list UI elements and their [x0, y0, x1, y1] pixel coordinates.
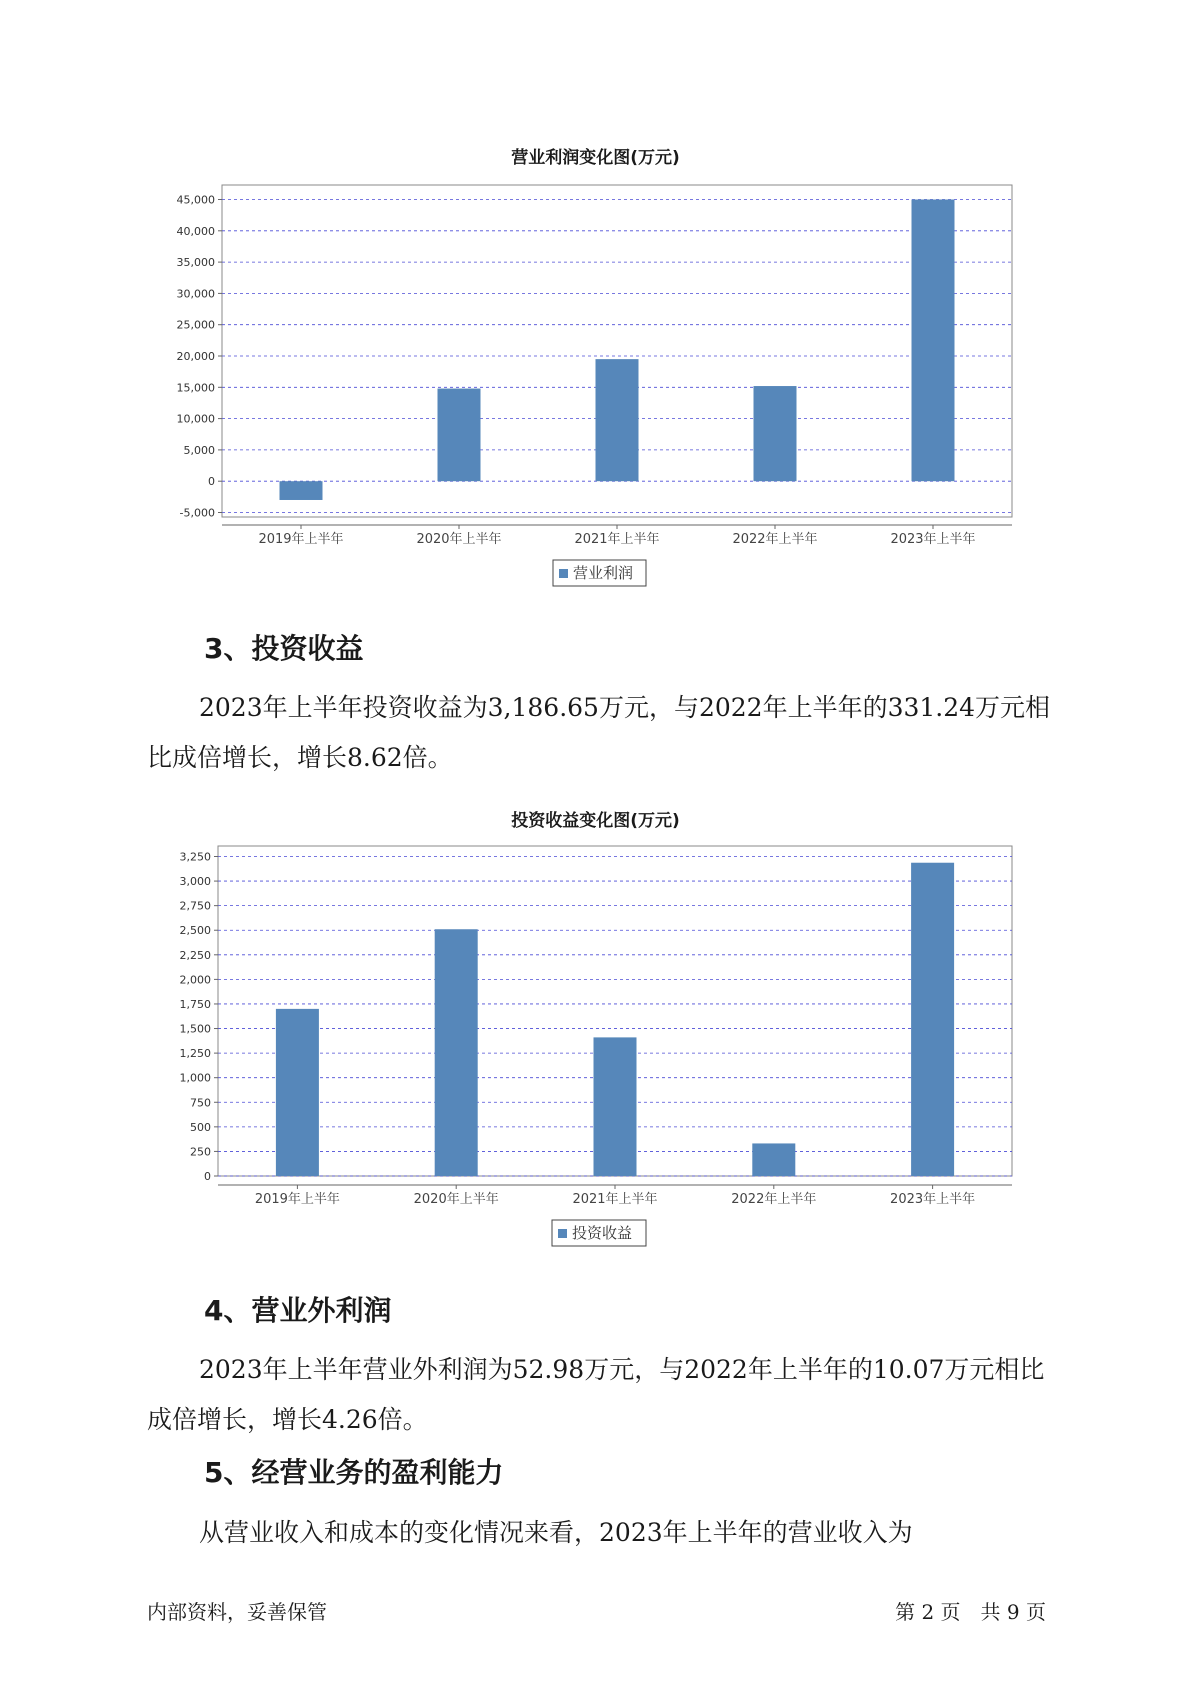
bar: [911, 863, 954, 1176]
bar: [912, 200, 955, 482]
y-tick-label: 25,000: [176, 318, 215, 332]
y-tick-label: 1,250: [179, 1047, 211, 1061]
x-tick-label: 2023年上半年: [890, 532, 976, 547]
x-tick-label: 2021年上半年: [572, 1192, 658, 1207]
y-tick-label: 0: [208, 475, 215, 489]
bar: [754, 386, 797, 481]
y-tick-label: 2,500: [179, 924, 211, 938]
x-tick-label: 2022年上半年: [731, 1192, 817, 1207]
y-tick-label: 10,000: [176, 412, 215, 426]
y-tick-label: 30,000: [176, 287, 215, 301]
x-tick-label: 2020年上半年: [413, 1192, 499, 1207]
y-tick-label: 3,250: [179, 850, 211, 864]
x-tick-label: 2023年上半年: [890, 1192, 976, 1207]
y-tick-label: 1,500: [179, 1022, 211, 1036]
bar: [276, 1009, 319, 1176]
y-tick-label: 250: [190, 1145, 211, 1159]
y-tick-label: 1,750: [179, 997, 211, 1011]
x-tick-label: 2020年上半年: [416, 532, 502, 547]
footer-page-number: 第 2 页 共 9 页: [895, 1600, 1046, 1624]
y-tick-label: 45,000: [176, 193, 215, 207]
section3-paragraph: [147, 683, 1052, 783]
footer-left: 内部资料，妥善保管: [147, 1600, 327, 1624]
section4-paragraph: [147, 1345, 1052, 1445]
bar: [280, 481, 323, 500]
chart2-title: 投资收益变化图(万元): [511, 811, 680, 831]
section5-text: 从营业收入和成本的变化情况来看，2023年上半年的营业收入为: [199, 1518, 913, 1547]
legend-swatch: [559, 569, 568, 578]
y-tick-label: -5,000: [179, 506, 215, 520]
legend-label: 投资收益: [572, 1224, 633, 1242]
investment-income-chart: [0, 820, 1191, 1250]
y-tick-label: 20,000: [176, 350, 215, 363]
x-tick-label: 2021年上半年: [574, 532, 660, 547]
section5-heading: 5、经营业务的盈利能力: [204, 1456, 504, 1489]
section4-text: 2023年上半年营业外利润为52.98万元，与2022年上半年的10.07万元相比成倍增长，增长4.26倍。: [147, 1355, 1045, 1434]
chart1-title: 营业利润变化图(万元): [511, 148, 680, 168]
y-tick-label: 3,000: [179, 875, 211, 889]
section3-heading: 3、投资收益: [204, 632, 364, 665]
x-tick-label: 2019年上半年: [258, 532, 344, 547]
y-tick-label: 2,250: [179, 948, 211, 962]
y-tick-label: 15,000: [176, 381, 215, 395]
bar: [435, 929, 478, 1176]
y-tick-label: 500: [190, 1120, 211, 1134]
section3-text: 2023年上半年投资收益为3,186.65万元，与2022年上半年的331.24万元相比成倍增长，增长8.62倍。: [147, 693, 1051, 772]
bar: [594, 1037, 637, 1176]
y-tick-label: 35,000: [176, 256, 215, 270]
y-tick-label: 750: [190, 1096, 211, 1110]
y-tick-label: 1,000: [179, 1071, 211, 1085]
y-tick-label: 2,750: [179, 899, 211, 913]
legend-swatch: [558, 1229, 567, 1238]
y-tick-label: 40,000: [176, 224, 215, 238]
y-tick-label: 0: [204, 1170, 211, 1183]
x-tick-label: 2019年上半年: [254, 1192, 340, 1207]
bar: [438, 389, 481, 482]
bar: [596, 359, 639, 481]
section4-heading: 4、营业外利润: [204, 1294, 392, 1327]
y-tick-label: 5,000: [183, 443, 215, 457]
bar: [752, 1143, 795, 1176]
section5-paragraph: [147, 1508, 1052, 1558]
legend-label: 营业利润: [573, 564, 634, 582]
x-tick-label: 2022年上半年: [732, 532, 818, 547]
operating-profit-chart: [0, 160, 1191, 600]
y-tick-label: 2,000: [179, 973, 211, 987]
